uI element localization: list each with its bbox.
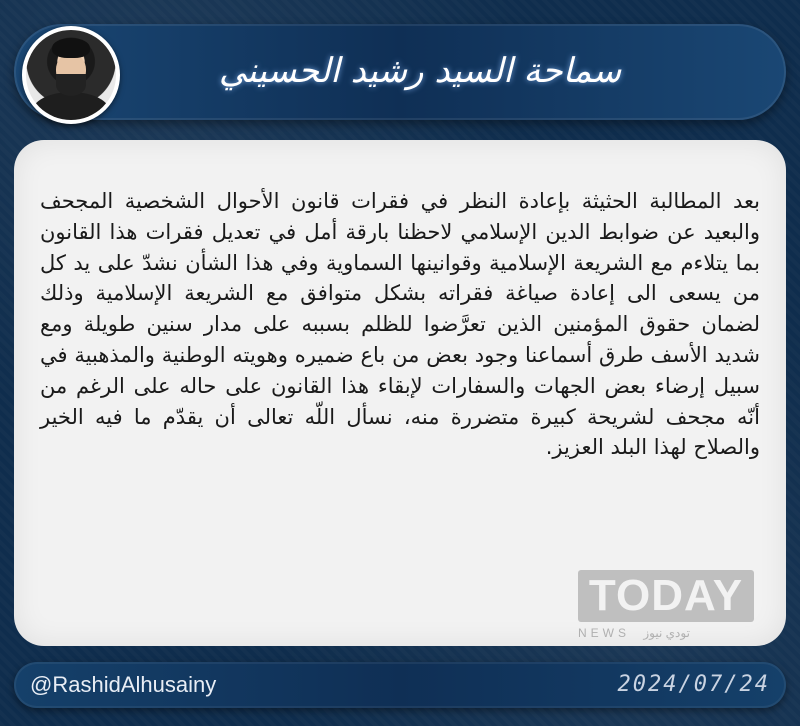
social-handle: @RashidAlhusainy [30, 672, 217, 697]
profile-avatar [22, 26, 120, 124]
calligraphy-title: سماحة السيد رشيد الحسيني [218, 51, 622, 91]
watermark-brand: TODAY [578, 570, 754, 622]
today-news-watermark [578, 570, 768, 650]
post-date: 2024/07/24 [617, 672, 770, 697]
watermark-news-en: NEWS [578, 626, 630, 640]
watermark-subtitle [578, 626, 758, 644]
statement-text: بعد المطالبة الحثيثة بإعادة النظر في فقرات قانون الأحوال الشخصية المجحف والبعيد عن ضوابط الدين الإسلامي لاحظنا بارقة أمل في تعديل فقرات هذا القانون بما يتلاءم مع الشريعة الإسلامية وقوانينها السماوية وفي هذا الشأن نشدّ على يد كل من يسعى الى إعادة صياغة فقراته بشكل متوافق مع الشريعة الإسلامية وذلك لضمان حقوق المؤمنين الذين تعرَّضوا للظلم بسببه على مدار سنين طويلة ومع شديد الأسف طرق أسماعنا وجود بعض من باع ضميره وهويته الوطنية والمذهبية في سبيل إرضاء بعض الجهات والسفارات لإبقاء هذا القانون على حاله على الرغم من أنّه مجحف لشريحة كبيرة متضررة منه، نسأل اللّه تعالى أن يقدّم ما فيه الخير والصلاح لهذا البلد العزيز. [40, 189, 760, 460]
watermark-news-ar: تودي نيوز [643, 626, 690, 640]
